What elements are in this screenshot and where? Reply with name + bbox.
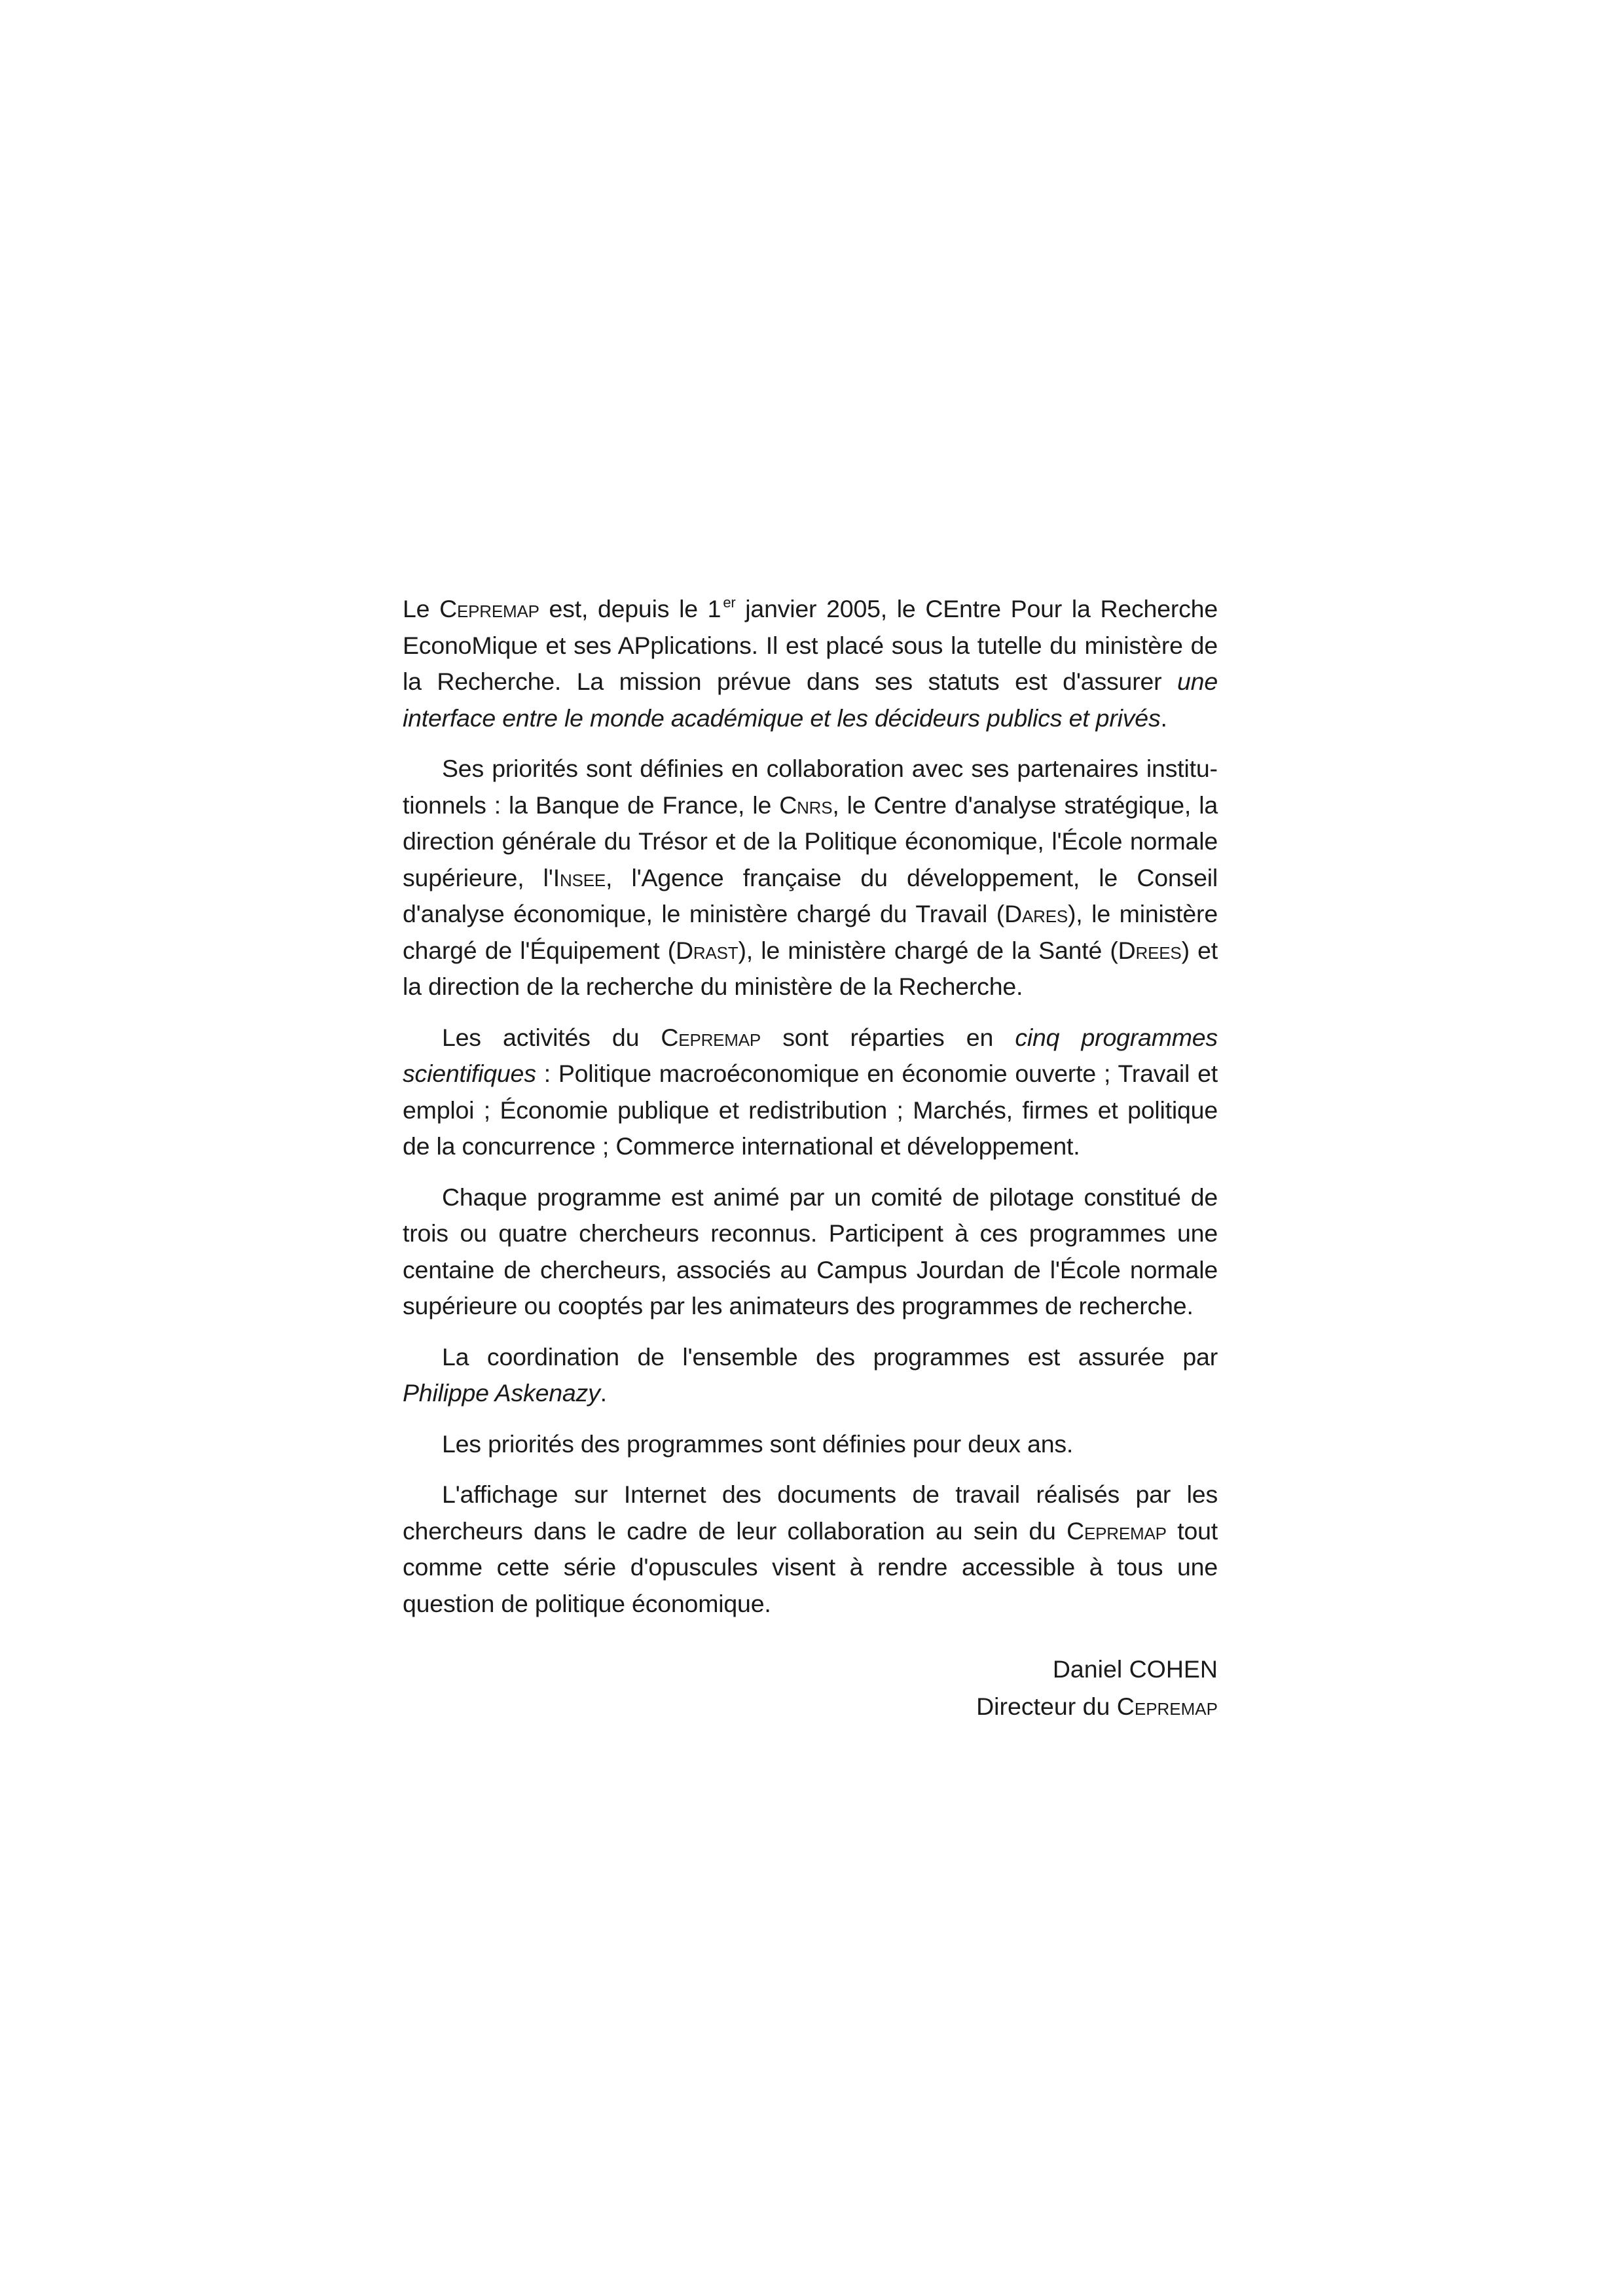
org-acronym: Cepremap <box>439 595 539 622</box>
text-run: ) et la direction de la recherche du ministère de la Recherche. <box>403 936 1218 1000</box>
org-acronym: Cepremap <box>661 1023 761 1051</box>
signature-block <box>629 1651 1218 1725</box>
paragraph-partners <box>403 751 1218 1005</box>
text-run: tout comme cette série d'opuscules visent à rendre accessible à tous une question de politique économique. <box>403 1516 1218 1617</box>
org-acronym: Cnrs <box>779 791 833 819</box>
org-acronym: Dares <box>1004 900 1068 927</box>
text-run: Directeur du <box>976 1693 1117 1720</box>
text-run: L'affichage sur Internet des documents de travail réalisés par les chercheurs dans le cadre de leur collaboration au sein du <box>403 1480 1218 1545</box>
coordinator-name: Philippe Askenazy <box>403 1379 600 1407</box>
text-run: ), le ministère chargé de la Santé ( <box>738 936 1118 964</box>
italic-quote: une interface entre le monde académique et les décideurs publics et privés <box>403 668 1218 732</box>
text-run: Le <box>403 595 440 622</box>
text-run: . <box>1160 704 1167 732</box>
paragraph-coordination <box>403 1339 1218 1412</box>
text-run: sont réparties en <box>761 1023 1015 1051</box>
text-run: , le Centre d'analyse stratégique, la direction générale du Trésor et de la Politique économique, l'École normale supérieure, l' <box>403 791 1218 891</box>
paragraph-priorities <box>403 1426 1218 1463</box>
text-run: , l'Agence française du développement, le Conseil d'analyse économique, le ministère chargé du Travail ( <box>403 863 1218 927</box>
text-run: La coordination de l'ensemble des programmes est assurée par <box>442 1342 1218 1371</box>
text-run: Chaque programme est animé par un comité de pilotage constitué de trois ou quatre chercheurs reconnus. Participent à ces programmes une centaine de chercheurs, associés au Campus Jourdan de l'École normale supérieure ou cooptés par les animateurs des programmes de recherche. <box>403 1183 1218 1319</box>
org-acronym: Cepremap <box>1067 1516 1167 1545</box>
org-acronym: Insee <box>553 863 606 891</box>
text-run: est, depuis le 1 <box>539 595 721 622</box>
text-run: Ses priorités sont définies en collaboration avec ses partenaires institutionnels : la Banque de France, le <box>403 755 1218 819</box>
ordinal-superscript: er <box>723 594 736 611</box>
paragraph-intro <box>403 591 1218 736</box>
signatory-name: Daniel COHEN <box>1052 1655 1218 1683</box>
paragraph-programs <box>403 1020 1218 1165</box>
paragraph-publication <box>403 1477 1218 1622</box>
text-run: Les activités du <box>442 1023 661 1051</box>
signatory-title <box>629 1688 1218 1725</box>
org-acronym: Drees <box>1118 936 1182 964</box>
body-text <box>403 591 1218 1622</box>
text-run: : Politique macroéconomique en économie ouverte ; Travail et emploi ; Économie publique et redistribution ; Marchés, firmes et politique de la concurrence ; Commerce international et développement. <box>403 1060 1218 1160</box>
paragraph-steering <box>403 1179 1218 1325</box>
text-run: janvier 2005, le CEntre Pour la Recherche EconoMique et ses APplications. Il est placé sous la tutelle du ministère de la Recherche. La mission prévue dans ses statuts est d'assurer <box>403 595 1218 695</box>
org-acronym: Cepremap <box>1116 1693 1218 1720</box>
text-run: Les priorités des programmes sont définies pour deux ans. <box>442 1429 1074 1458</box>
text-run: . <box>600 1379 607 1407</box>
text-run: ), le ministère chargé de l'Équipement ( <box>403 900 1218 964</box>
org-acronym: Drast <box>676 936 739 964</box>
italic-phrase: cinq programmes scientifiques <box>403 1023 1218 1087</box>
